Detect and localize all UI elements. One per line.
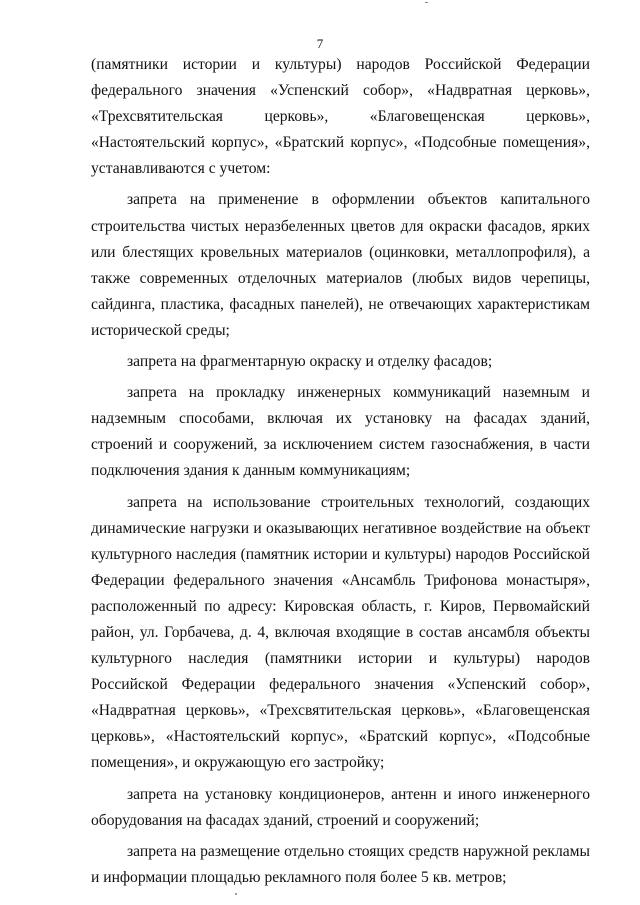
scan-speck	[235, 893, 237, 895]
paragraph-5: запрета на использование строительных технологий, создающих динамические нагрузки и оказывающих негативное воздействие на объект культурного наследия (памятник истории и культуры) народов Российской Федерации федерального значения «Ансамбль Трифонова монастыря», расположенный по адресу: Кировская область, г. Киров, Первомайский район, ул. Горбачева, д. 4, включая входящие в состав ансамбля объекты культурного наследия (памятники истории и культуры) народов Российской Федерации федерального значения «Успенский собор», «Надвратная церковь», «Трехсвятительская церковь», «Благовещенская церковь», «Настоятельский корпус», «Братский корпус», «Подсобные помещения», и окружающую его застройку;	[91, 493, 590, 772]
document-body	[91, 52, 590, 891]
paragraph-2: запрета на применение в оформлении объектов капитального строительства чистых неразбеленных цветов для окраски фасадов, ярких или блестящих кровельных материалов (оцинковки, металлопрофиля), а также современных отделочных материалов (любых видов черепицы, сайдинга, пластика, фасадных панелей), не отвечающих характеристикам исторической среды;	[91, 191, 590, 339]
paragraph-7: запрета на размещение отдельно стоящих средств наружной рекламы и информации площадью рекламного поля более 5 кв. метров;	[91, 842, 590, 886]
paragraph-6: запрета на установку кондиционеров, антенн и иного инженерного оборудования на фасадах зданий, строений и сооружений;	[91, 785, 590, 829]
paragraph-4: запрета на прокладку инженерных коммуникаций наземным и надземным способами, включая их установку на фасадах зданий, строений и сооружений, за исключением систем газоснабжения, в части подключения здания к данным коммуникациям;	[91, 384, 590, 480]
scan-speck	[425, 2, 428, 3]
page-number: 7	[316, 36, 324, 51]
paragraph-1: (памятники истории и культуры) народов Российской Федерации федерального значения «Успенский собор», «Надвратная церковь», «Трехсвятительская церковь», «Благовещенская церковь», «Настоятельский корпус», «Братский корпус», «Подсобные помещения», устанавливаются с учетом:	[91, 56, 590, 178]
paragraph-3: запрета на фрагментарную окраску и отделку фасадов;	[127, 353, 493, 371]
